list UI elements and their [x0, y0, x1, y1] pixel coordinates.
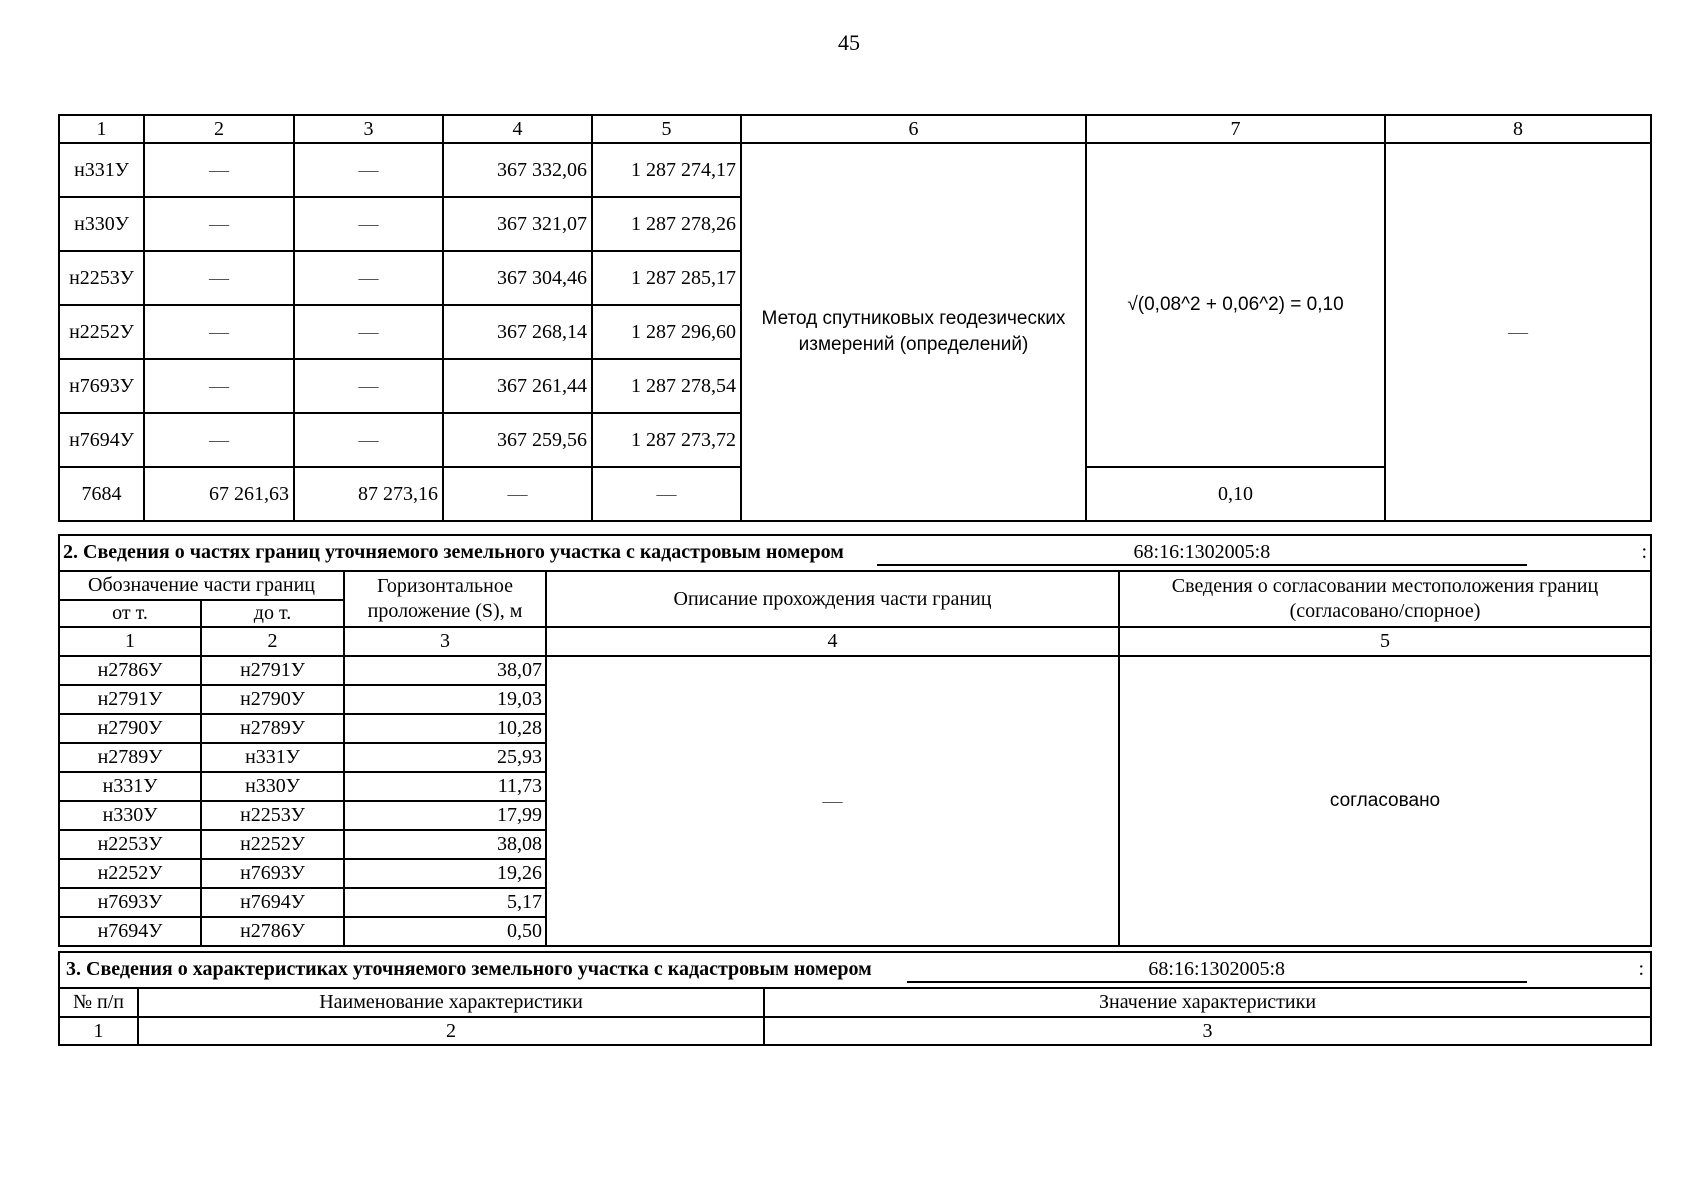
table-row — [59, 656, 1651, 685]
from-point: н2790У — [59, 714, 201, 743]
coord-y: — — [592, 467, 741, 521]
point-name: 7684 — [59, 467, 144, 521]
point-name: н2252У — [59, 305, 144, 359]
column-numbers-row — [59, 627, 1651, 656]
accuracy-formula: √(0,08^2 + 0,06^2) = 0,10 — [1086, 143, 1385, 467]
table-row — [59, 143, 1651, 197]
section-3-header — [59, 952, 1651, 988]
colon: : — [1641, 540, 1648, 563]
header-part: Обозначение части границ — [59, 571, 344, 600]
header-horizontal: Горизонтальное проложение (S), м — [344, 571, 546, 627]
coordinates-table — [58, 114, 1652, 522]
from-point: н7694У — [59, 917, 201, 946]
column-numbers-row — [59, 115, 1651, 143]
coord-x: 367 321,07 — [443, 197, 592, 251]
cell-value: 87 273,16 — [294, 467, 443, 521]
header-row — [59, 571, 1651, 600]
column-numbers-row — [59, 1017, 1651, 1045]
column-8-value: — — [1385, 143, 1651, 521]
characteristics-table — [58, 951, 1652, 1046]
description-value: — — [546, 656, 1119, 946]
coord-y: 1 287 285,17 — [592, 251, 741, 305]
coord-y: 1 287 273,72 — [592, 413, 741, 467]
column-number: 3 — [344, 627, 546, 656]
coord-y: 1 287 278,54 — [592, 359, 741, 413]
point-name: н330У — [59, 197, 144, 251]
method-cell: Метод спутниковых геодезических измерений (определений) — [741, 143, 1086, 521]
coord-x: 367 268,14 — [443, 305, 592, 359]
column-number: 7 — [1086, 115, 1385, 143]
colon: : — [1638, 957, 1645, 980]
section-2-header — [59, 535, 1651, 571]
cell-value: — — [144, 251, 294, 305]
coord-x: 367 261,44 — [443, 359, 592, 413]
from-point: н330У — [59, 801, 201, 830]
point-name: н7693У — [59, 359, 144, 413]
column-number: 1 — [59, 1017, 138, 1045]
cell-value: — — [144, 305, 294, 359]
header-row — [59, 988, 1651, 1017]
to-point: н2791У — [201, 656, 344, 685]
column-number: 2 — [144, 115, 294, 143]
section-3-title-cell — [59, 952, 1651, 988]
cell-value: — — [144, 197, 294, 251]
from-point: н331У — [59, 772, 201, 801]
column-number: 1 — [59, 627, 201, 656]
cell-value: 67 261,63 — [144, 467, 294, 521]
horizontal-distance: 19,26 — [344, 859, 546, 888]
header-description: Описание прохождения части границ — [546, 571, 1119, 627]
cell-value: — — [294, 143, 443, 197]
horizontal-distance: 19,03 — [344, 685, 546, 714]
to-point: н7694У — [201, 888, 344, 917]
coord-y: 1 287 296,60 — [592, 305, 741, 359]
column-number: 2 — [138, 1017, 764, 1045]
horizontal-distance: 0,50 — [344, 917, 546, 946]
coord-x: 367 332,06 — [443, 143, 592, 197]
cell-value: — — [294, 413, 443, 467]
coord-x: 367 304,46 — [443, 251, 592, 305]
column-number: 3 — [764, 1017, 1651, 1045]
horizontal-distance: 10,28 — [344, 714, 546, 743]
from-point: н2791У — [59, 685, 201, 714]
coord-y: 1 287 274,17 — [592, 143, 741, 197]
coord-x: 367 259,56 — [443, 413, 592, 467]
cadastral-number: 68:16:1302005:8 — [907, 958, 1527, 983]
boundary-parts-table — [58, 534, 1652, 947]
horizontal-distance: 5,17 — [344, 888, 546, 917]
accuracy-value: 0,10 — [1086, 467, 1385, 521]
page-number: 45 — [838, 30, 860, 55]
horizontal-distance: 38,08 — [344, 830, 546, 859]
cell-value: — — [294, 359, 443, 413]
header-name: Наименование характеристики — [138, 988, 764, 1017]
coord-y: 1 287 278,26 — [592, 197, 741, 251]
to-point: н2252У — [201, 830, 344, 859]
header-value: Значение характеристики — [764, 988, 1651, 1017]
section-2-title-cell — [59, 535, 1651, 571]
from-point: н7693У — [59, 888, 201, 917]
cell-value: — — [144, 143, 294, 197]
cell-value: — — [294, 251, 443, 305]
to-point: н2253У — [201, 801, 344, 830]
column-number: 5 — [1119, 627, 1651, 656]
horizontal-distance: 25,93 — [344, 743, 546, 772]
column-number: 8 — [1385, 115, 1651, 143]
header-to: до т. — [201, 600, 344, 627]
agreement-value: согласовано — [1119, 656, 1651, 946]
from-point: н2786У — [59, 656, 201, 685]
cell-value: — — [294, 197, 443, 251]
header-from: от т. — [59, 600, 201, 627]
to-point: н331У — [201, 743, 344, 772]
point-name: н7694У — [59, 413, 144, 467]
cell-value: — — [144, 359, 294, 413]
horizontal-distance: 38,07 — [344, 656, 546, 685]
cadastral-number: 68:16:1302005:8 — [877, 541, 1527, 566]
to-point: н330У — [201, 772, 344, 801]
column-number: 3 — [294, 115, 443, 143]
column-number: 5 — [592, 115, 741, 143]
header-agreement: Сведения о согласовании местоположения границ (согласовано/спорное) — [1119, 571, 1651, 627]
from-point: н2252У — [59, 859, 201, 888]
cell-value: — — [294, 305, 443, 359]
coord-x: — — [443, 467, 592, 521]
from-point: н2253У — [59, 830, 201, 859]
section-3-title: 3. Сведения о характеристиках уточняемого земельного участка с кадастровым номером — [66, 957, 872, 980]
horizontal-distance: 11,73 — [344, 772, 546, 801]
column-number: 6 — [741, 115, 1086, 143]
point-name: н331У — [59, 143, 144, 197]
column-number: 1 — [59, 115, 144, 143]
to-point: н2790У — [201, 685, 344, 714]
point-name: н2253У — [59, 251, 144, 305]
column-number: 2 — [201, 627, 344, 656]
header-number: № п/п — [59, 988, 138, 1017]
horizontal-distance: 17,99 — [344, 801, 546, 830]
cell-value: — — [144, 413, 294, 467]
to-point: н7693У — [201, 859, 344, 888]
from-point: н2789У — [59, 743, 201, 772]
column-number: 4 — [546, 627, 1119, 656]
section-2-title: 2. Сведения о частях границ уточняемого земельного участка с кадастровым номером — [63, 540, 844, 563]
to-point: н2789У — [201, 714, 344, 743]
column-number: 4 — [443, 115, 592, 143]
to-point: н2786У — [201, 917, 344, 946]
